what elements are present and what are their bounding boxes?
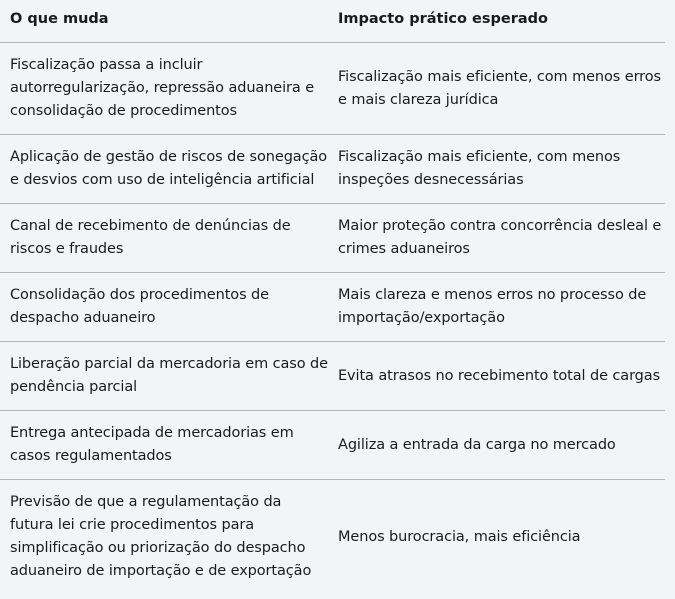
cell-impact: Evita atrasos no recebimento total de cargas	[329, 342, 665, 411]
table-header-row	[0, 0, 665, 43]
table-row	[0, 43, 665, 135]
cell-what: Liberação parcial da mercadoria em caso de pendência parcial	[0, 342, 329, 411]
table-row	[0, 135, 665, 204]
table-row	[0, 273, 665, 342]
cell-what: Canal de recebimento de denúncias de riscos e fraudes	[0, 204, 329, 273]
cell-what: Aplicação de gestão de riscos de sonegação e desvios com uso de inteligência artificial	[0, 135, 329, 204]
table-row	[0, 411, 665, 480]
cell-impact: Mais clareza e menos erros no processo de importação/exportação	[329, 273, 665, 342]
cell-what: Entrega antecipada de mercadorias em casos regulamentados	[0, 411, 329, 480]
cell-impact: Agiliza a entrada da carga no mercado	[329, 411, 665, 480]
cell-what: Consolidação dos procedimentos de despacho aduaneiro	[0, 273, 329, 342]
column-header-impact: Impacto prático esperado	[329, 0, 665, 43]
table-row	[0, 342, 665, 411]
cell-impact: Fiscalização mais eficiente, com menos erros e mais clareza jurídica	[329, 43, 665, 135]
cell-impact: Menos burocracia, mais eficiência	[338, 528, 581, 545]
table-row	[0, 204, 665, 273]
column-header-what: O que muda	[0, 0, 329, 43]
cell-what: Previsão de que a regulamentação da futura lei crie procedimentos para simplificação ou priorização do despacho aduaneiro de importação e de exportação	[10, 494, 312, 579]
cell-what: Fiscalização passa a incluir autorregularização, repressão aduaneira e consolidação de procedimentos	[0, 43, 329, 135]
cell-impact: Fiscalização mais eficiente, com menos inspeções desnecessárias	[329, 135, 665, 204]
table-row	[0, 480, 665, 595]
cell-impact: Maior proteção contra concorrência desleal e crimes aduaneiros	[329, 204, 665, 273]
